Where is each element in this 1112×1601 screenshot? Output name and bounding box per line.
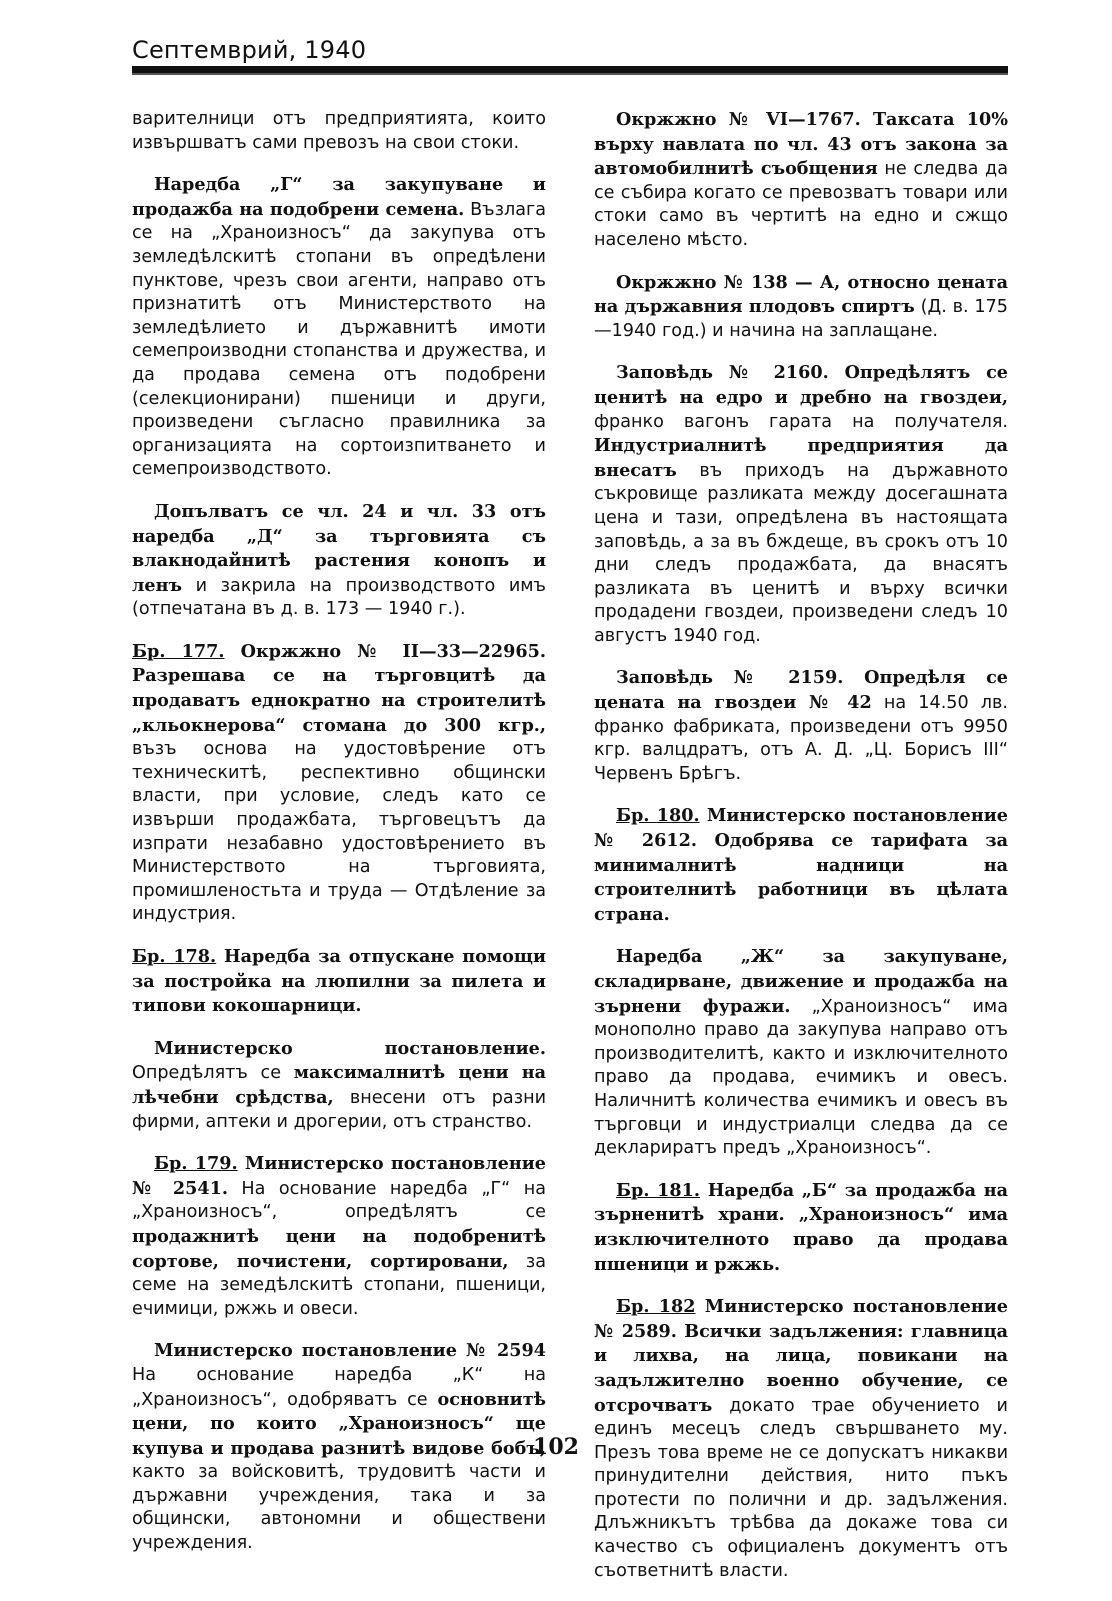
bold-heading: основнитѣ цени, по които „Храноизносъ“ ще купува и продава разнитѣ видове бобъ, [132, 1388, 546, 1459]
body-text: на 14.50 лв. франко фабриката, произведени отъ 9950 кгр. валцдратъ, отъ А. Д. „Ц. Борисъ III“ Червенъ Брѣгъ. [594, 693, 1009, 784]
paragraph [132, 108, 546, 155]
paragraph [132, 945, 546, 1019]
body-text: както за войсковитѣ, трудовитѣ части и държавни учреждения, така и за общински, автономни и обществени учреждения. [132, 1462, 546, 1554]
body-text: и закрила на производството имъ (отпечатана въ д. в. 173 — 1940 г.). [132, 575, 546, 620]
left-column [132, 108, 546, 1574]
bold-heading: Заповѣдь № 2160. Опредѣлятъ се ценитѣ на едро и дребно на гвоздеи, [594, 362, 1008, 408]
paragraph [132, 640, 546, 927]
bold-heading: Наредба за отпускане помощи за постройка на люпилни за пилета и типови кокошарници. [132, 946, 546, 1017]
paragraph [132, 1152, 546, 1321]
header-rule [132, 66, 1008, 75]
bold-heading: Допълватъ се чл. 24 и чл. 33 отъ наредба „Д“ за търговията съ влакнодайнитѣ растения конопъ и ленъ [132, 500, 546, 596]
bold-heading: максималнитѣ цени на лѣчебни срѣдства, [132, 1062, 546, 1108]
body-text: не следва да се събира когато се превозватъ товари или стоки само въ чертитѣ на едно и сжщо населено мѣсто. [594, 159, 1008, 250]
issue-reference: Бр. 178. [132, 946, 217, 967]
paragraph [594, 271, 1008, 344]
body-text: Опредѣлятъ се [132, 1063, 294, 1084]
body-text: На основание наредба „Г“ на „Храноизносъ“, опредѣлятъ се [132, 1178, 546, 1223]
body-text: Възлага се на „Храноизносъ“ да закупува отъ земледѣлскитѣ стопани въ опредѣлени пунктове, чрезъ свои агенти, направо отъ признатитѣ отъ Министерството на земледѣлието и държавнитѣ имоти семепроизводни стопанства и дружества, и да продава семена отъ подобрени (селекционирани) пшеници и други, произведени съгласно правилника за организацията на сортоизпитването и семепроизводството. [132, 199, 546, 480]
issue-reference: Бр. 177. [132, 640, 225, 662]
body-text: въ приходъ на държавното съкровище разликата между досегашната цена и тази, опредѣлена въ настоящата заповѣдь, а за въ бждеще, въ срокъ отъ 10 дни следъ продажбата, да внасятъ разликата въ ценитѣ и върху всички продадени гвоздеи, произведени следъ 10 августъ 1940 год. [594, 460, 1008, 646]
body-text: за семе на земедѣлскитѣ стопани, пшеници, ечимици, ржжь и овеси. [132, 1251, 546, 1319]
issue-reference: Бр. 182 [616, 1296, 696, 1318]
bold-heading: продажнитѣ цени на подобренитѣ сортове, почистени, сортировани, [132, 1225, 546, 1272]
bold-heading: Министерско постановление № 2612. Одобрява се тарифата за минималнитѣ надници на строителнитѣ работници въ цѣлата страна. [594, 805, 1008, 925]
body-text: внесени отъ разни фирми, аптеки и дрогерии, отъ странство. [132, 1087, 547, 1132]
body-text: варителници отъ предприятията, които извършватъ сами превозъ на свои стоки. [132, 109, 546, 153]
body-text: „Храноизносъ“ има монополно право да закупува направо отъ производителитѣ, както и изключителното право да продава, ечимикъ и овесъ. Наличнитѣ количества ечимикъ и овесъ въ търговци и индустриалци следва да се деклариратъ предъ „Храноизносъ“. [594, 996, 1008, 1159]
paragraph [594, 361, 1008, 648]
body-text: докато трае обучението и единъ месецъ следъ свършването му. Презъ това време не се допускатъ никакви принудителни действия, нито пъкъ протести по полични и др. задължения. Длъжникътъ трѣбва да докаже това си качество съ официаленъ документъ отъ съответнитѣ власти. [594, 1395, 1008, 1581]
paragraph [132, 500, 546, 622]
page-header [132, 36, 1008, 64]
paragraph [132, 173, 546, 482]
bold-heading: Наредба „Б“ за продажба на зърненитѣ храни. „Храноизносъ“ има изключителното право да продава пшеници и ржжь. [594, 1179, 1009, 1275]
bold-heading: Наредба „Г“ за закупуване и продажба на подобрени семена. [132, 174, 546, 220]
bold-heading: Окржжно № VI—1767. Таксата 10% върху навлата по чл. 43 отъ закона за автомобилнитѣ съобщения [594, 109, 1008, 180]
paragraph [594, 108, 1008, 253]
body-text: възъ основа на удостовѣрение отъ техническитѣ, респективно общински власти, при условие, следъ като се извърши продажбата, търговецътъ да изпрати незабавно удостовѣрението въ Министерството на търговията, промишленостьта и труда — Отдѣление за индустрия. [132, 739, 546, 925]
issue-reference: Бр. 179. [154, 1153, 238, 1175]
issue-reference: Бр. 181. [616, 1179, 701, 1201]
body-text: (Д. в. 175—1940 год.) и начина на заплащане. [594, 297, 1008, 341]
bold-heading: Министерско постановление. [154, 1037, 546, 1059]
paragraph [594, 1179, 1008, 1277]
body-text: франко вагонъ гарата на получателя. [594, 411, 1008, 432]
body-text: На основание наредба „К“ на „Храноизносъ“, одобряватъ се [132, 1364, 546, 1410]
bold-heading: Заповѣдь № 2159. Опредѣля се цената на гвоздеи № 42 [594, 667, 1008, 714]
bold-heading: Окржжно № 138 — А, относно цената на държавния плодовъ спиртъ [594, 271, 1008, 318]
page-number: 102 [533, 1434, 579, 1460]
bold-heading: Министерско постановление № 2541. [132, 1153, 546, 1199]
bold-heading: Индустриалнитѣ предприятия да внесатъ [594, 435, 1008, 481]
paragraph [594, 666, 1008, 786]
paragraph [594, 945, 1008, 1160]
bold-heading: Министерско постановление № 2589. Всички задължения: главница и лихва, на лица, повикани на задължително военно обучение, се отсрочватъ [594, 1296, 1009, 1416]
bold-heading: Наредба „Ж“ за закупуване, складирване, движение и продажба на зърнени фуражи. [594, 946, 1008, 1017]
paragraph [132, 1037, 546, 1134]
issue-reference: Бр. 180. [616, 805, 700, 827]
bold-heading: Министерско постановление № 2594 [154, 1340, 546, 1362]
right-column [594, 108, 1008, 1601]
paragraph [594, 804, 1008, 927]
running-head: Септемврий, 1940 [132, 36, 367, 64]
bold-heading: Окржжно № II—33—22965. Разрешава се на търговцитѣ да продаватъ еднократно на строителитѣ „кльокнерова“ стомана до 300 кгр., [132, 640, 546, 736]
